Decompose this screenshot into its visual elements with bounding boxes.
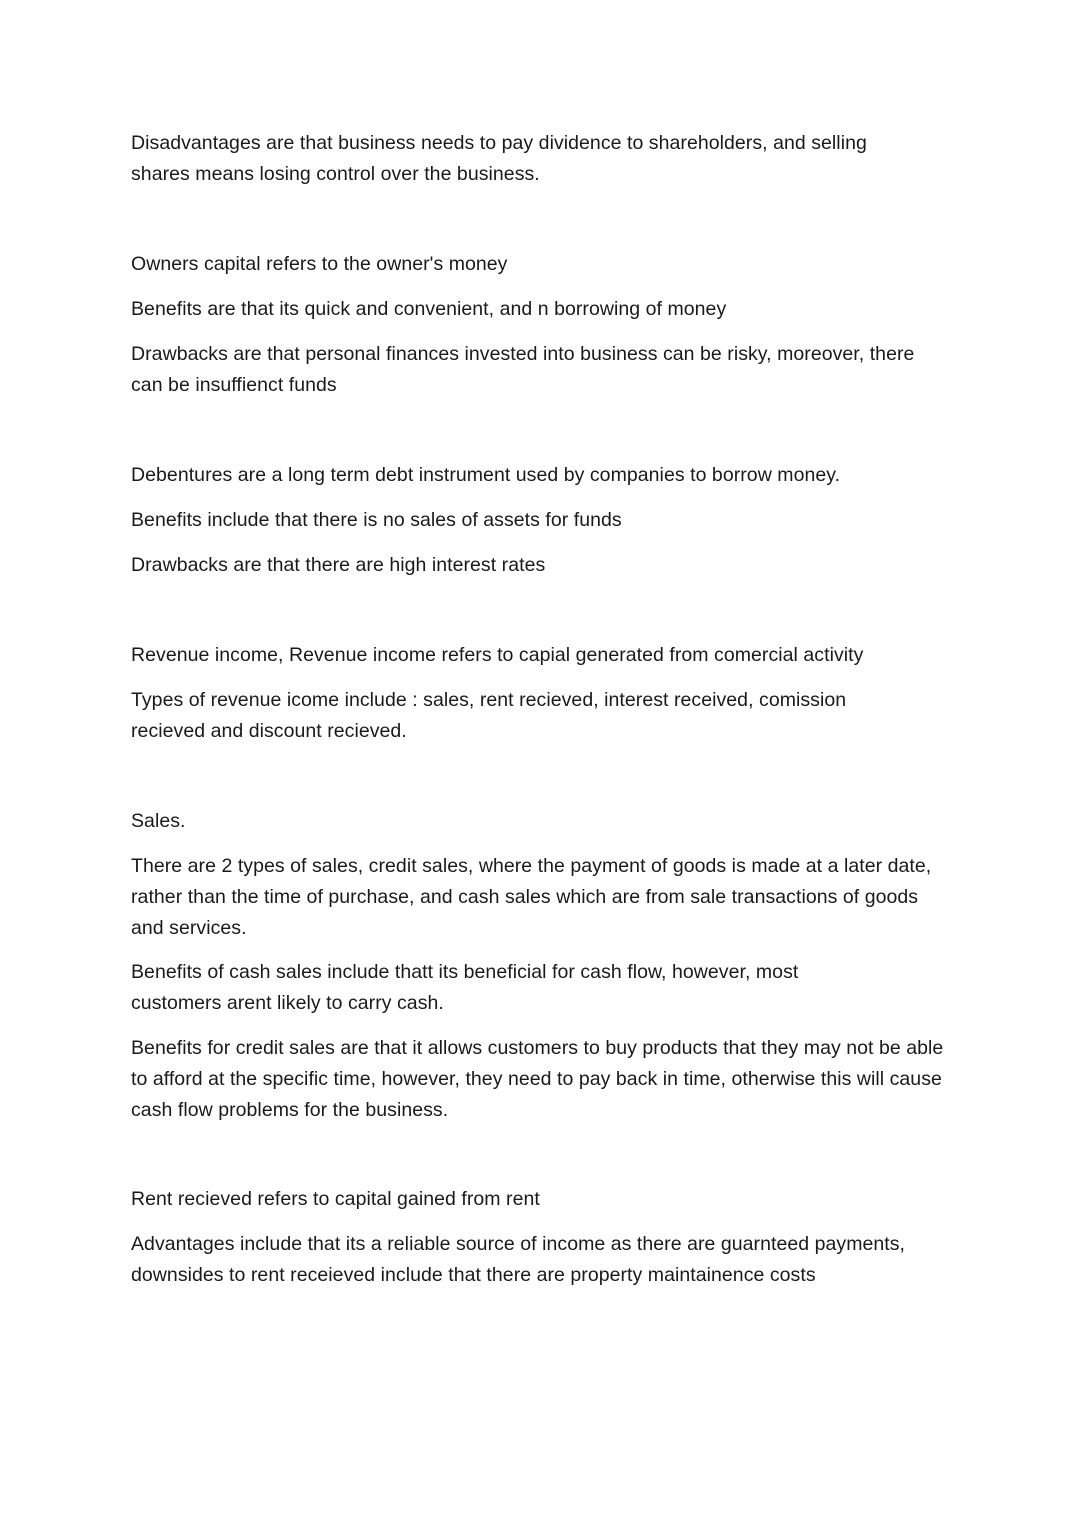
paragraph-cash-sales-benefits: Benefits of cash sales include thatt its beneficial for cash flow, however, most customers arent likely to carry cash. (131, 961, 799, 1014)
paragraph-owners-capital: Owners capital refers to the owner's money (131, 253, 508, 275)
paragraph-owners-capital-drawbacks: Drawbacks are that personal finances invested into business can be risky, moreover, there can be insuffienct funds (131, 343, 915, 396)
paragraph-owners-capital-benefits: Benefits are that its quick and convenient, and n borrowing of money (131, 298, 727, 320)
paragraph-debentures-benefits: Benefits include that there is no sales of assets for funds (131, 509, 622, 531)
paragraph-credit-sales-benefits: Benefits for credit sales are that it allows customers to buy products that they may not be able to afford at the specific time, however, they need to pay back in time, otherwise this will cause cash flow problems for the business. (131, 1037, 944, 1121)
paragraph-revenue-income-types: Types of revenue icome include : sales, rent recieved, interest received, comission recieved and discount recieved. (131, 689, 847, 742)
paragraph-debentures: Debentures are a long term debt instrument used by companies to borrow money. (131, 464, 841, 486)
paragraph-rent-received-advantages: Advantages include that its a reliable source of income as there are guarnteed payments, downsides to rent receieved include that there are property maintainence costs (131, 1233, 906, 1286)
paragraph-sales-types: There are 2 types of sales, credit sales, where the payment of goods is made at a later date, rather than the time of purchase, and cash sales which are from sale transactions of goods and services. (131, 855, 932, 939)
paragraph-sales-heading: Sales. (131, 810, 186, 832)
paragraph-debentures-drawbacks: Drawbacks are that there are high interest rates (131, 554, 546, 576)
paragraph-revenue-income: Revenue income, Revenue income refers to capial generated from comercial activity (131, 644, 864, 666)
paragraph-rent-received: Rent recieved refers to capital gained from rent (131, 1188, 540, 1210)
paragraph-share-disadvantages: Disadvantages are that business needs to pay dividence to shareholders, and selling shares means losing control over the business. (131, 132, 867, 185)
